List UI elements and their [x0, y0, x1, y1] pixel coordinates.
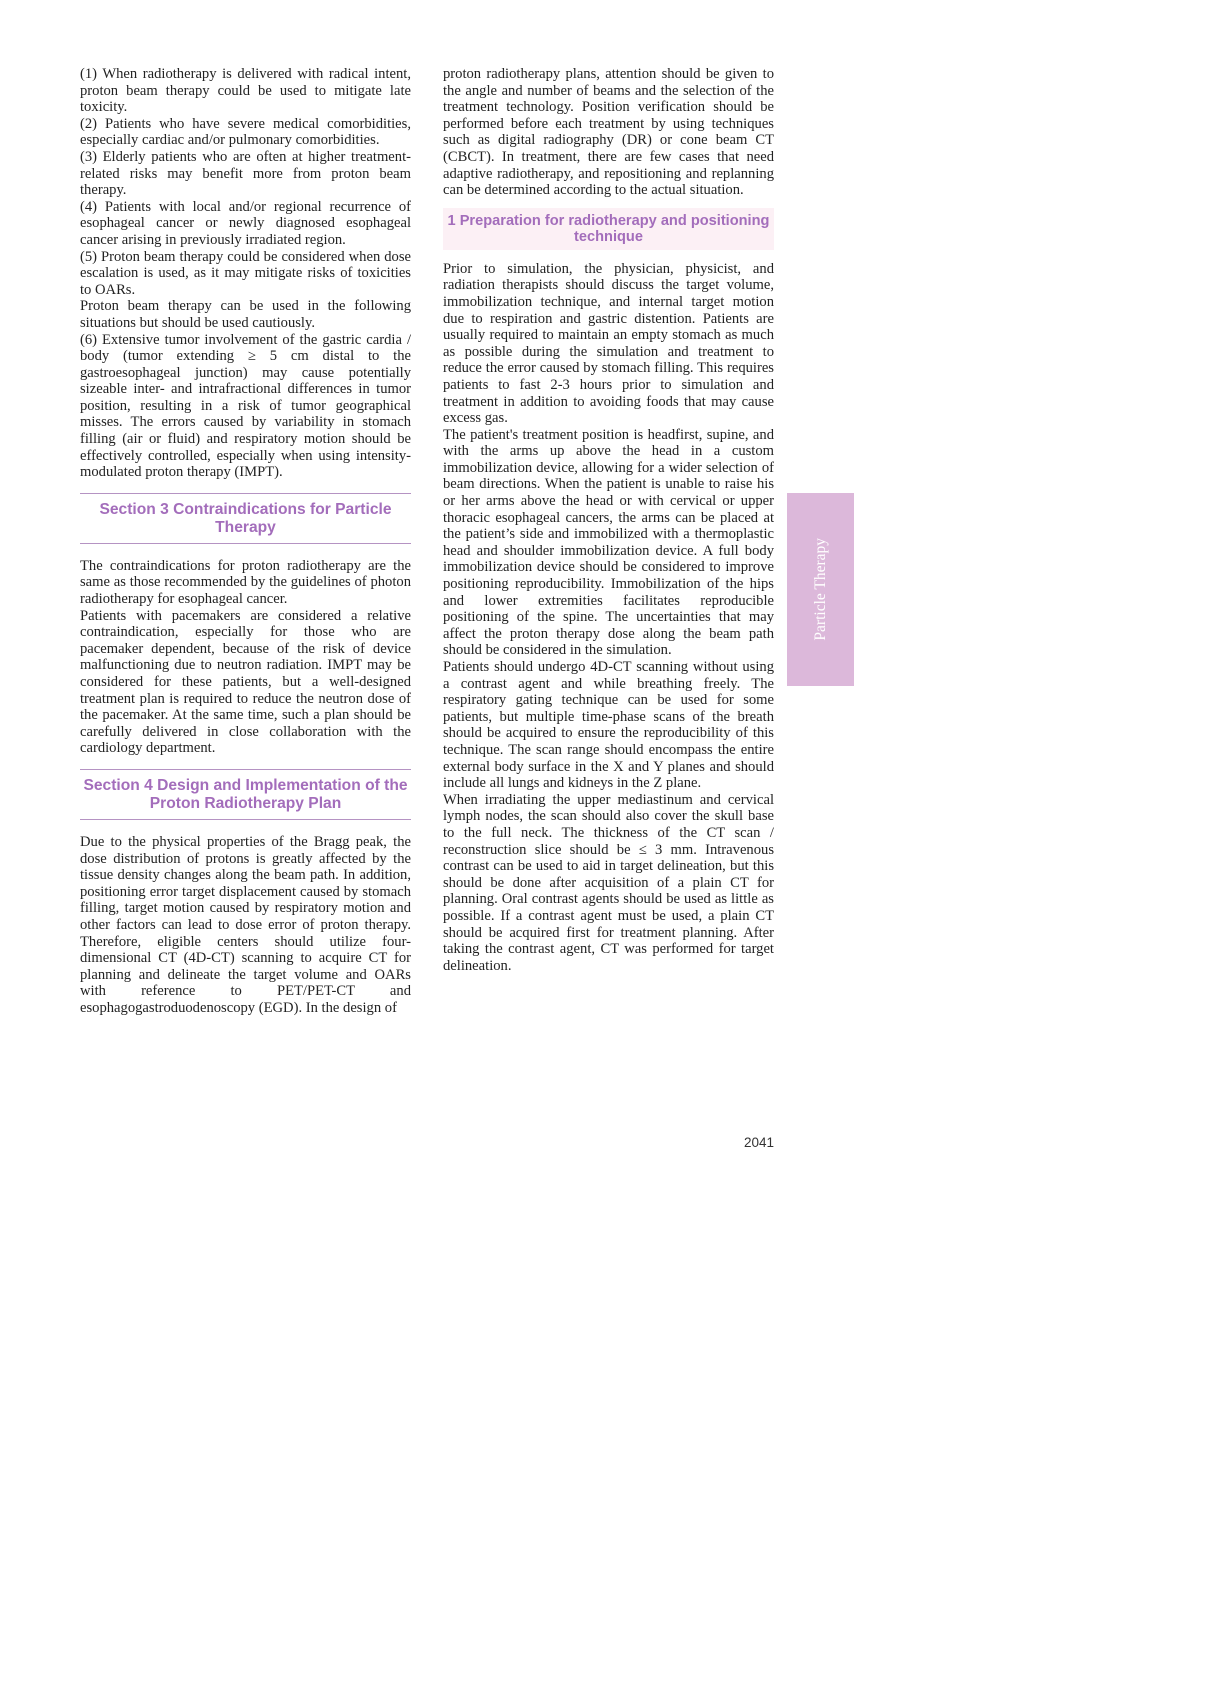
paragraph: The contraindications for proton radiotherapy are the same as those recommended by the guidelines of photon radiotherapy for esophageal cancer. [80, 557, 411, 608]
paragraph: When irradiating the upper mediastinum and cervical lymph nodes, the scan should also cover the skull base to the full neck. The thickness of the CT scan / reconstruction slice should be ≤ 3 mm. Intravenous contrast can be used to aid in target delineation, but this should be done after acquisition of a plain CT for planning. Oral contrast agents should be used as little as possible. If a contrast agent must be used, a plain CT should be acquired first for treatment planning. After taking the contrast agent, CT was performed for target delineation. [443, 791, 774, 974]
paragraph: Proton beam therapy can be used in the following situations but should be used cautiously. [80, 298, 411, 331]
section-4-heading: Section 4 Design and Implementation of the Proton Radiotherapy Plan [80, 769, 411, 820]
paragraph: (2) Patients who have severe medical comorbidities, especially cardiac and/or pulmonary comorbidities. [80, 115, 411, 149]
paragraph: Patients with pacemakers are considered a relative contraindication, especially for those who are pacemaker dependent, because of the risk of device malfunctioning due to neutron radiation. IMPT may be considered for these patients, but a well-designed treatment plan is required to reduce the neutron dose of the pacemaker. At the same time, such a plan should be carefully delivered in close collaboration with the cardiology department. [80, 607, 411, 757]
page-number: 2041 [743, 1135, 774, 1150]
paragraph: (4) Patients with local and/or regional recurrence of esophageal cancer or newly diagnosed esophageal cancer arising in previously irradiated region. [80, 198, 411, 248]
paragraph: Due to the physical properties of the Bragg peak, the dose distribution of protons is greatly affected by the tissue density changes along the beam path. In addition, positioning error target displacement caused by stomach filling, target motion caused by respiratory motion and other factors can lead to dose error of proton therapy. Therefore, eligible centers should utilize four-dimensional CT (4D-CT) scanning to acquire CT for planning and delineate the target volume and OARs with reference to PET/PET-CT and esophagogastroduodenoscopy (EGD). In the design of [80, 833, 411, 1016]
paragraph: (1) When radiotherapy is delivered with radical intent, proton beam therapy could be used to mitigate late toxicity. [80, 66, 411, 116]
right-column [443, 66, 774, 974]
paragraph: (6) Extensive tumor involvement of the gastric cardia / body (tumor extending ≥ 5 cm distal to the gastroesophageal junction) may cause potentially sizeable inter- and intrafractional differences in tumor position, resulting in a risk of tumor geographical misses. The errors caused by variability in stomach filling (air or fluid) and respiratory motion should be effectively controlled, especially when using intensity-modulated proton therapy (IMPT). [80, 331, 411, 481]
paragraph: Prior to simulation, the physician, physicist, and radiation therapists should discuss the target volume, immobilization technique, and internal target motion due to respiration and gastric distention. Patients are usually required to maintain an empty stomach as much as possible during the simulation and treatment to reduce the error caused by stomach filling. This requires patients to fast 2-3 hours prior to simulation and treatment in addition to avoiding foods that may cause excess gas. [443, 260, 774, 427]
side-tab-label: Particle Therapy [811, 538, 829, 641]
subsection-heading: 1 Preparation for radiotherapy and positioning technique [443, 208, 774, 250]
paragraph: proton radiotherapy plans, attention should be given to the angle and number of beams and the selection of the treatment technology. Position verification should be performed before each treatment by using techniques such as digital radiography (DR) or cone beam CT (CBCT). In treatment, there are few cases that need adaptive radiotherapy, and repositioning and replanning can be determined according to the actual situation. [443, 66, 774, 199]
paragraph: Patients should undergo 4D-CT scanning without using a contrast agent and while breathing freely. The respiratory gating technique can be used for some patients, but multiple time-phase scans of the breath should be acquired to ensure the reproducibility of this technique. The scan range should encompass the entire external body surface in the X and Y planes and should include all lungs and kidneys in the Z plane. [443, 659, 774, 792]
side-tab [787, 493, 854, 686]
paragraph: The patient's treatment position is headfirst, supine, and with the arms up above the head in a custom immobilization device, allowing for a wider selection of beam directions. When the patient is unable to raise his or her arms above the head or with cervical or upper thoracic esophageal cancers, the arms can be placed at the patient’s side and immobilized with a thermoplastic head and shoulder immobilization device. A full body immobilization device should be considered to improve positioning reproducibility. Immobilization of the hips and lower extremities facilitates reproducible positioning of the spine. The uncertainties that may affect the proton therapy dose along the beam path should be considered in the simulation. [443, 426, 774, 659]
paragraph: (5) Proton beam therapy could be considered when dose escalation is used, as it may mitigate risks of toxicities to OARs. [80, 248, 411, 298]
section-3-heading: Section 3 Contraindications for Particle Therapy [80, 493, 411, 544]
left-column [80, 66, 411, 1017]
paragraph: (3) Elderly patients who are often at higher treatment-related risks may benefit more from proton beam therapy. [80, 148, 411, 199]
